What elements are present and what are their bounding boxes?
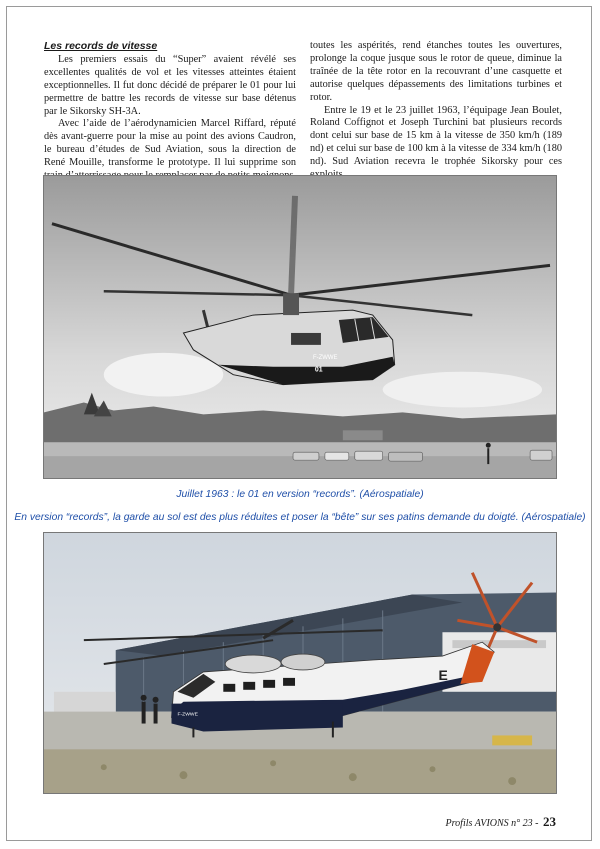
- fin-letter-text: E: [438, 666, 448, 683]
- helicopter-ground-illustration: [44, 533, 556, 793]
- text-column-left: [44, 40, 296, 196]
- helicopter-flight-illustration: [44, 176, 556, 478]
- page-number: 23: [543, 814, 556, 829]
- registration-text: F-ZWWE: [177, 712, 198, 718]
- page-footer: [446, 814, 556, 830]
- text-column-right: [310, 40, 562, 182]
- paragraph: toutes les aspérités, rend étanches toutes les ouvertures, prolonge la coque jusque sous le rotor de queue, diminue la traînée de la tête rotor en la recouvrant d’une casquette et autorise quelques dépassements des limitations turbines et rotor.: [310, 40, 562, 103]
- photo-caption: Juillet 1963 : le 01 en version “records”. (Aérospatiale): [176, 489, 424, 500]
- aircraft-number-text: 01: [314, 366, 323, 374]
- section-heading: Les records de vitesse: [44, 40, 158, 52]
- photo-caption: En version “records”, la garde au sol est des plus réduites et poser la “bête” sur ses patins demande du doigté. (Aérospatiale): [14, 512, 586, 523]
- paragraph: Avec l’aide de l’aérodynamicien Marcel Riffard, réputé dès avant-guerre pour la mise au point des avions Caudron, le bureau d’études de Sud Aviation, sous la direction de René Mouille, transforme le prototype. Il lui supprime son: [44, 118, 296, 169]
- paragraph: Entre le 19 et le 23 juillet 1963, l’équipage Jean Boulet, Roland Coffignot et Joseph Turchini bat plusieurs records dont celui sur base de 15 km à la vitesse de 350 km/h (189 nd) et celui sur base de 100 km à la vitesse de 334 km/h (180 nd). Sud Aviation recevra le trophée Sikorsky pour ces: [310, 104, 562, 168]
- photo-helicopter-ground: [43, 532, 557, 794]
- photo-helicopter-flight: [43, 175, 557, 479]
- registration-text: F-ZWWE: [312, 354, 338, 361]
- paragraph: Les premiers essais du “Super” avaient révélé ses excellentes qualités de vol et les vitesses atteintes étaient exceptionnelles. Il fut donc décidé de préparer le 01 pour lui permettre de battre les records de vitesse sur base détenus par le Sikorsky SH-3A.: [44, 53, 296, 117]
- footer-publication: Profils AVIONS n° 23 -: [445, 818, 539, 829]
